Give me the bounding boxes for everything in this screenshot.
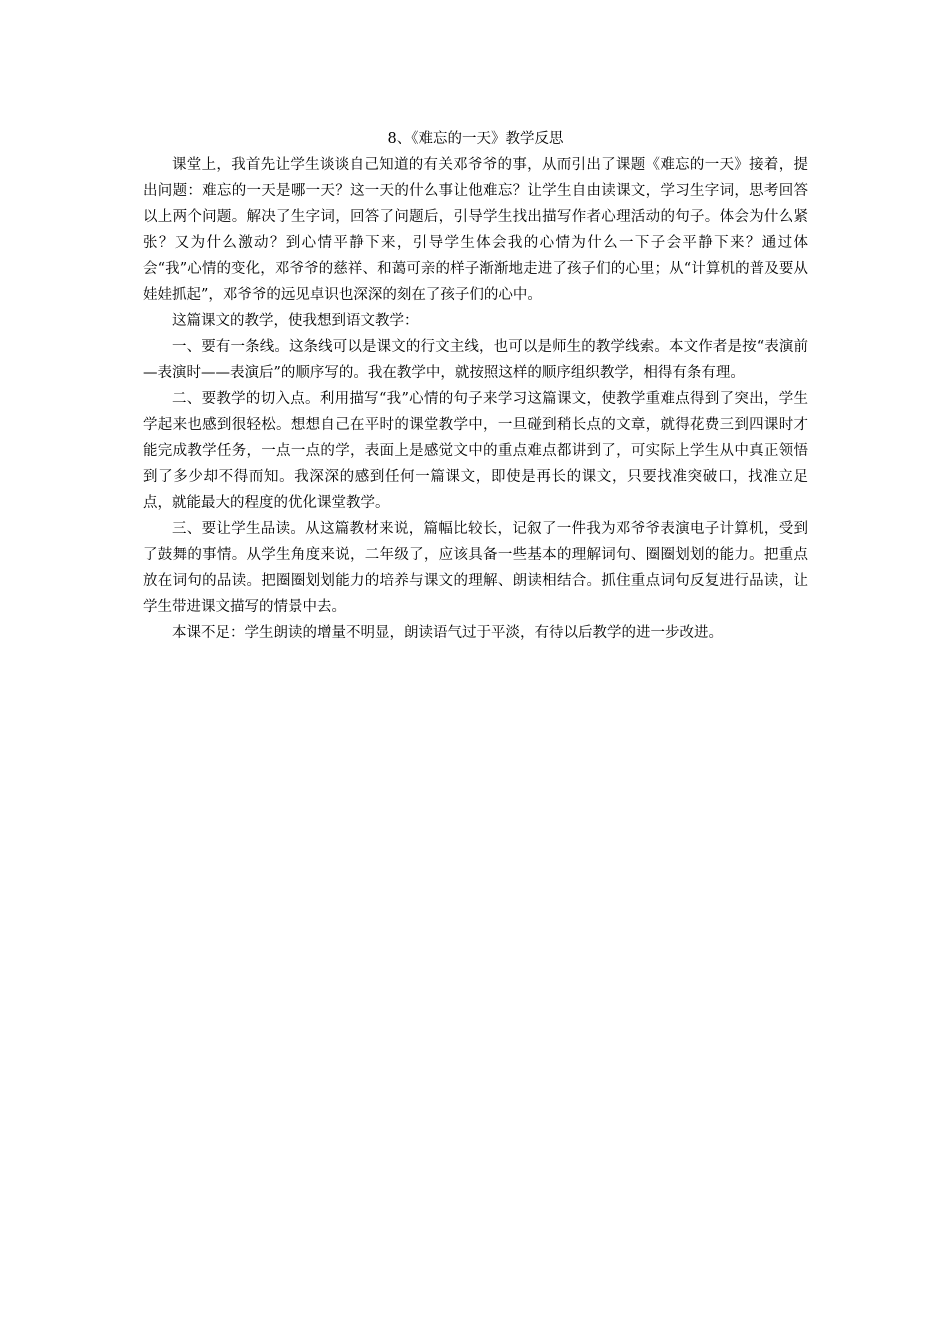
document-page xyxy=(143,126,808,646)
paragraph-intro: 课堂上，我首先让学生谈谈自己知道的有关邓爷爷的事，从而引出了课题《难忘的一天》接着，提出问题：难忘的一天是哪一天？这一天的什么事让他难忘？让学生自由读课文，学习生字词，思考回答以上两个问题。解决了生字词，回答了问题后，引导学生找出描写作者心理活动的句子。体会为什么紧张？又为什么激动？到心情平静下来，引导学生体会我的心情为什么一下子会平静下来？通过体会“我”心情的变化，邓爷爷的慈祥、和蔼可亲的样子渐渐地走进了孩子们的心里；从“计算机的普及要从娃娃抓起”，邓爷爷的远见卓识也深深的刻在了孩子们的心中。 xyxy=(143,157,808,303)
paragraph-point-two: 二、要教学的切入点。利用描写“我”心情的句子来学习这篇课文，使教学重难点得到了突出，学生学起来也感到很轻松。想想自己在平时的课堂教学中，一旦碰到稍长点的文章，就得花费三到四课时才能完成教学任务，一点一点的学，表面上是感觉文中的重点难点都讲到了，可实际上学生从中真正领悟到了多少却不得而知。我深深的感到任何一篇课文，即使是再长的课文，只要找准突破口，找准立足点，就能最大的程度的优化课堂教学。 xyxy=(143,391,808,511)
paragraph-point-three: 三、要让学生品读。从这篇教材来说，篇幅比较长，记叙了一件我为邓爷爷表演电子计算机，受到了鼓舞的事情。从学生角度来说，二年级了，应该具备一些基本的理解词句、圈圈划划的能力。把重点放在词句的品读。把圈圈划划能力的培养与课文的理解、朗读相结合。抓住重点词句反复进行品读，让学生带进课文描写的情景中去。 xyxy=(143,521,808,615)
paragraph-reflection-lead: 这篇课文的教学，使我想到语文教学： xyxy=(172,313,419,329)
paragraph-shortcomings: 本课不足：学生朗读的增量不明显，朗读语气过于平淡，有待以后教学的进一步改进。 xyxy=(172,625,723,641)
document-title: 8、《难忘的一天》教学反思 xyxy=(387,131,564,147)
paragraph-point-one: 一、要有一条线。这条线可以是课文的行文主线，也可以是师生的教学线索。本文作者是按“表演前—表演时——表演后”的顺序写的。我在教学中，就按照这样的顺序组织教学，相得有条有理。 xyxy=(143,339,808,381)
